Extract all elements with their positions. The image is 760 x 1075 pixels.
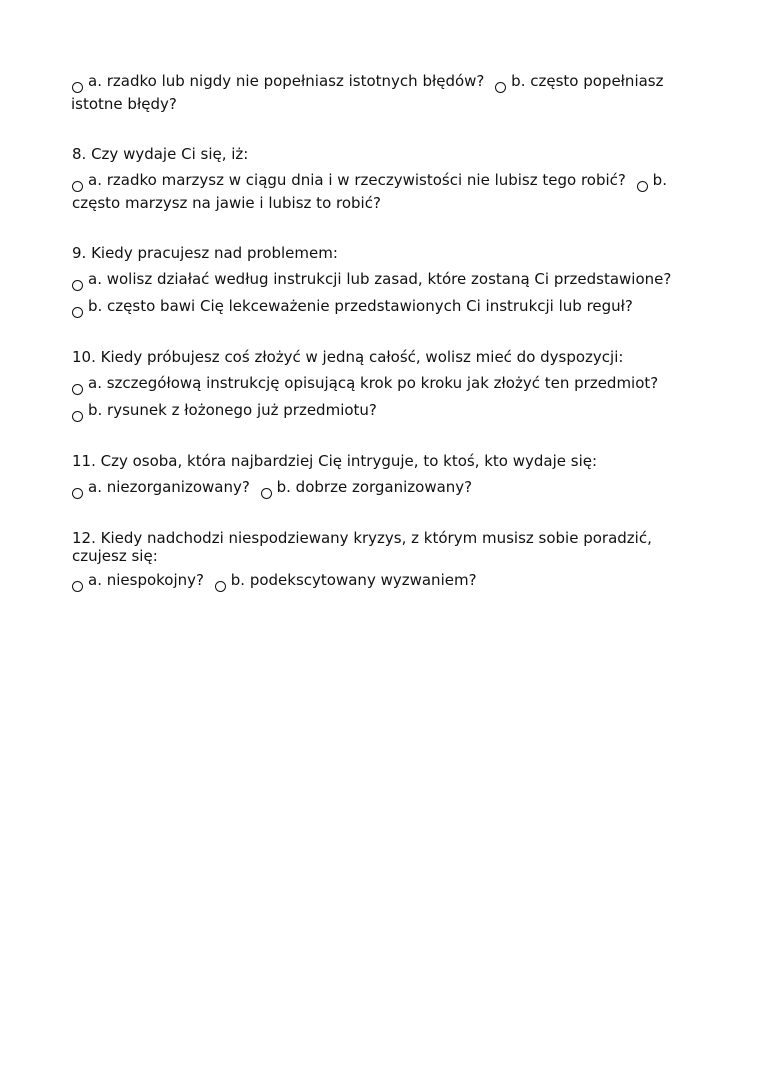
question-11-title: 11. Czy osoba, która najbardziej Cię intryguje, to ktoś, kto wydaje się: [72,452,598,470]
q9-option-b-label: b. często bawi Cię lekceważenie przedstawionych Ci instrukcji lub reguł? [88,297,633,315]
question-9-title: 9. Kiedy pracujesz nad problemem: [72,244,338,262]
q12-option-a-label: a. niespokojny? [88,571,204,589]
q10-option-b-label: b. rysunek z łożonego już przedmiotu? [88,401,377,419]
question-10 [72,348,692,422]
question-7-options [72,70,692,93]
q9-option-b-radio[interactable] [72,307,83,318]
q8-option-b-label: b. [652,171,667,189]
question-10-title: 10. Kiedy próbujesz coś złożyć w jedną całość, wolisz mieć do dyspozycji: [72,348,624,366]
question-8-options [72,169,692,192]
question-11 [72,452,692,499]
q7-option-a-radio[interactable] [72,82,83,93]
question-12-title: 12. Kiedy nadchodzi niespodziewany kryzys, z którym musisz sobie poradzić, czujesz się: [72,529,652,565]
q11-option-b-radio[interactable] [261,488,272,499]
question-12 [72,529,692,592]
question-12-options [72,569,692,592]
q12-option-b-radio[interactable] [215,581,226,592]
q11-option-a-label: a. niezorganizowany? [88,478,250,496]
q7-option-b-continuation: istotne błędy? [71,95,177,113]
q12-option-b-label: b. podekscytowany wyzwaniem? [230,571,477,589]
q11-option-a-radio[interactable] [72,488,83,499]
q7-option-b-radio[interactable] [495,82,506,93]
q10-option-b [72,399,692,422]
q9-option-a [72,268,692,291]
q8-option-a-label: a. rzadko marzysz w ciągu dnia i w rzeczywistości nie lubisz tego robić? [88,171,626,189]
q9-option-a-radio[interactable] [72,280,83,291]
q7-option-a-label: a. rzadko lub nigdy nie popełniasz istotnych błędów? [88,72,485,90]
q11-option-b-label: b. dobrze zorganizowany? [276,478,473,496]
q9-option-b [72,295,692,318]
q9-option-a-label: a. wolisz działać według instrukcji lub zasad, które zostaną Ci przedstawione? [88,270,672,288]
q8-option-b-continuation: często marzysz na jawie i lubisz to robić? [72,194,381,212]
q10-option-a-radio[interactable] [72,384,83,395]
questionnaire-page [72,70,692,592]
q10-option-a-label: a. szczegółową instrukcję opisującą krok po kroku jak złożyć ten przedmiot? [88,374,659,392]
q10-option-b-radio[interactable] [72,411,83,422]
q12-option-a-radio[interactable] [72,581,83,592]
q8-option-b-radio[interactable] [637,181,648,192]
question-8 [72,145,692,214]
question-8-title: 8. Czy wydaje Ci się, iż: [72,145,249,163]
q7-option-b-label: b. często popełniasz [511,72,664,90]
q10-option-a [72,372,692,395]
question-11-options [72,476,692,499]
q8-option-a-radio[interactable] [72,181,83,192]
question-9 [72,244,692,318]
question-7 [72,70,692,115]
